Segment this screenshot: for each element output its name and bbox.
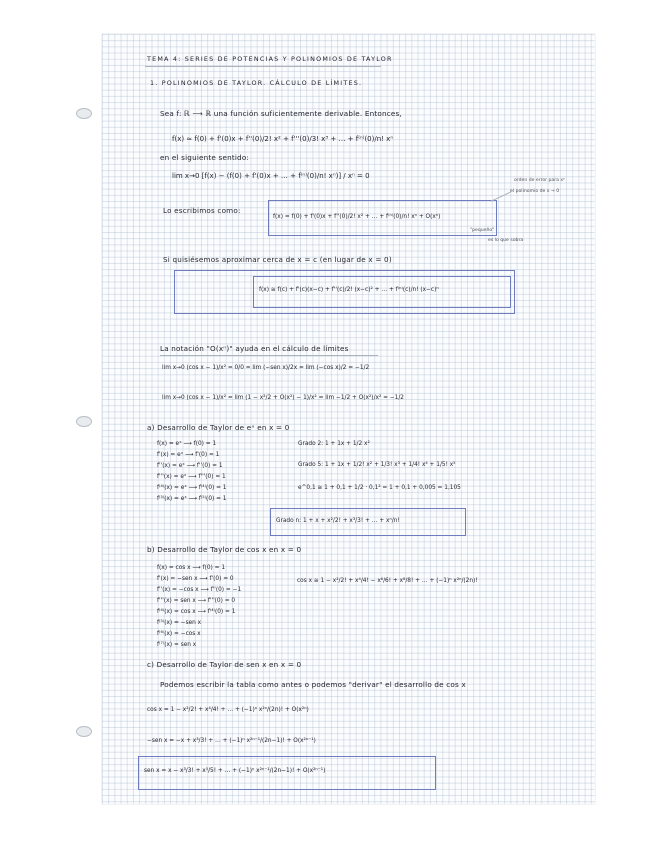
taylor-formula: f(x) ≈ f(0) + f'(0)x + f''(0)/2! x² + f'''(0)/3! x³ + … + f⁽ⁿ⁾(0)/n! xⁿ <box>172 135 394 143</box>
exp-approx: e^0,1 ≅ 1 + 0,1 + 1/2 · 0,1² = 1 + 0,1 + 0,005 = 1,105 <box>298 485 461 491</box>
cos-deriv-5: f⁽⁵⁾(x) = −sen x <box>157 620 202 626</box>
intro-line-4: Si quisiésemos aproximar cerca de x = c (en lugar de x = 0) <box>163 255 392 264</box>
cos-deriv-3: f'''(x) = sen x ⟶ f'''(0) = 0 <box>157 598 236 604</box>
side-note-1: orden de error para xⁿ <box>514 178 565 183</box>
exp-deriv-5: f⁽⁵⁾(x) = eˣ ⟶ f⁽⁵⁾(0) = 1 <box>157 496 227 502</box>
exp-deriv-4: f⁽⁴⁾(x) = eˣ ⟶ f⁽⁴⁾(0) = 1 <box>157 485 227 491</box>
sen-expansion: sen x = x − x³/3! + x⁵/5! + … + (−1)ⁿ x²ⁿ⁻¹/(2n−1)! + O(x²ⁿ⁻¹) <box>144 768 326 774</box>
exp-deriv-0: f(x) = eˣ ⟶ f(0) = 1 <box>157 441 217 447</box>
notation-underline <box>160 355 378 356</box>
boxed-taylor-c-text: f(x) ≅ f(c) + f'(c)(x−c) + f''(c)/2! (x−c)² + … + f⁽ⁿ⁾(c)/n! (x−c)ⁿ <box>259 287 439 293</box>
intro-line-3: Lo escribimos como: <box>163 206 241 215</box>
cos-deriv-1: f'(x) = −sen x ⟶ f'(0) = 0 <box>157 576 234 582</box>
intro-line-2: en el siguiente sentido: <box>160 153 250 162</box>
cos-deriv-7: f⁽⁷⁾(x) = sen x <box>157 642 197 648</box>
notation-title: La notación "O(xⁿ)" ayuda en el cálculo de límites <box>160 344 349 353</box>
part-b-title: b) Desarrollo de Taylor de cos x en x = 0 <box>147 545 302 554</box>
cos-deriv-6: f⁽⁶⁾(x) = −cos x <box>157 631 201 637</box>
title-underline <box>145 66 381 67</box>
cos-expansion: cos x = 1 − x²/2! + x⁴/4! + … + (−1)ⁿ x²ⁿ/(2n)! + O(x²ⁿ) <box>147 707 309 713</box>
limit-example-1: lim x→0 (cos x − 1)/x² = 0/0 = lim (−sen x)/2x = lim (−cos x)/2 = −1/2 <box>162 365 370 371</box>
section-1-heading: 1. POLINOMIOS DE TAYLOR. CÁLCULO DE LÍMITES. <box>150 79 363 87</box>
exp-deriv-3: f'''(x) = eˣ ⟶ f'''(0) = 1 <box>157 474 226 480</box>
exp-grado-5: Grado 5: 1 + 1x + 1/2! x² + 1/3! x³ + 1/4! x⁴ + 1/5! x⁵ <box>298 462 456 468</box>
part-c-title: c) Desarrollo de Taylor de sen x en x = 0 <box>147 660 302 669</box>
part-c-line-1: Podemos escribir la tabla como antes o podemos "derivar" el desarrollo de cos x <box>160 680 466 689</box>
cos-series: cos x ≅ 1 − x²/2! + x⁴/4! − x⁶/6! + x⁸/8! + … + (−1)ⁿ x²ⁿ/(2n)! <box>297 578 478 584</box>
page-title: TEMA 4: SERIES DE POTENCIAS Y POLINOMIOS DE TAYLOR <box>147 55 393 63</box>
cos-deriv-4: f⁽⁴⁾(x) = cos x ⟶ f⁽⁴⁾(0) = 1 <box>157 609 236 615</box>
cos-deriv-2: f''(x) = −cos x ⟶ f''(0) = −1 <box>157 587 242 593</box>
binder-hole-top <box>76 108 92 119</box>
side-note-3: "pequeño" <box>470 228 495 233</box>
exp-deriv-1: f'(x) = eˣ ⟶ f'(0) = 1 <box>157 452 220 458</box>
boxed-taylor-text: f(x) = f(0) + f'(0)x + f''(0)/2! x² + … + f⁽ⁿ⁾(0)/n! xⁿ + O(xⁿ) <box>273 214 441 220</box>
binder-hole-bottom <box>76 726 92 737</box>
side-note-4: es lo que sobra <box>488 238 524 243</box>
binder-hole-middle <box>76 416 92 427</box>
intro-line-1: Sea f: ℝ ⟶ ℝ una función suficientemente derivable. Entonces, <box>160 109 402 118</box>
minus-sen-expansion: −sen x = −x + x³/3! + … + (−1)ⁿ x²ⁿ⁻¹/(2n−1)! + O(x²ⁿ⁻¹) <box>147 738 316 744</box>
part-a-title: a) Desarrollo de Taylor de eˣ en x = 0 <box>147 423 290 432</box>
limit-definition: lim x→0 [f(x) − (f(0) + f'(0)x + … + f⁽ⁿ⁾(0)/n! xⁿ)] / xⁿ = 0 <box>172 172 370 180</box>
exp-grado-n: Grado n: 1 + x + x²/2! + x³/3! + … + xⁿ/n! <box>276 518 400 524</box>
exp-grado-2: Grado 2: 1 + 1x + 1/2 x² <box>298 441 370 447</box>
limit-example-2: lim x→0 (cos x − 1)/x² = lim (1 − x²/2 + O(x²) − 1)/x² = lim −1/2 + O(x²)/x² = −1/2 <box>162 395 405 401</box>
exp-deriv-2: f''(x) = eˣ ⟶ f''(0) = 1 <box>157 463 223 469</box>
cos-deriv-0: f(x) = cos x ⟶ f(0) = 1 <box>157 565 226 571</box>
side-note-2: el polinomio de x → 0 <box>510 189 560 194</box>
